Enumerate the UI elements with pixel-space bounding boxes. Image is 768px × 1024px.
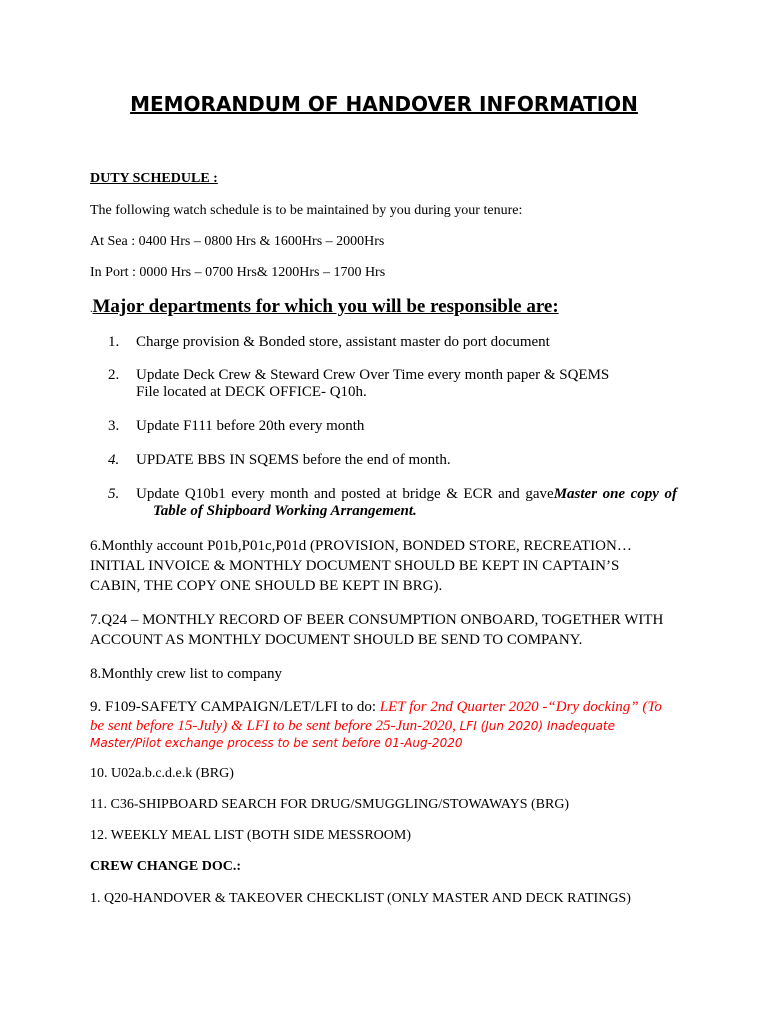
list-item-emphasis: Master one copy of bbox=[553, 486, 677, 502]
duty-schedule-heading: DUTY SCHEDULE : bbox=[90, 171, 218, 186]
duty-intro: The following watch schedule is to be maintained by you during your tenure: bbox=[90, 203, 523, 218]
departments-heading: Major departments for which you will be responsible are: bbox=[92, 296, 559, 317]
para-9-highlight-small: LFI (Jun 2020) Inadequate bbox=[459, 719, 616, 733]
departments-heading-line bbox=[90, 296, 559, 318]
list-item: Update F111 before 20th every month bbox=[136, 418, 365, 434]
para-9-line-2 bbox=[90, 717, 615, 735]
crew-change-heading: CREW CHANGE DOC.: bbox=[90, 859, 242, 874]
para-6-line-2: INITIAL INVOICE & MONTHLY DOCUMENT SHOULD BE KEPT IN CAPTAIN’S bbox=[90, 558, 620, 574]
leading-dot: . bbox=[90, 304, 93, 315]
list-item: UPDATE BBS IN SQEMS before the end of month. bbox=[136, 452, 451, 468]
list-item-continuation: File located at DECK OFFICE- Q10h. bbox=[136, 384, 367, 400]
para-7-line-2: ACCOUNT AS MONTHLY DOCUMENT SHOULD BE SEND TO COMPANY. bbox=[90, 632, 583, 648]
at-sea-schedule: At Sea : 0400 Hrs – 0800 Hrs & 1600Hrs – 2000Hrs bbox=[90, 234, 385, 249]
list-item-number: 5. bbox=[108, 486, 120, 502]
para-9-highlight: be sent before 15-July) & LFI to be sent before 25-Jun-2020, bbox=[90, 718, 460, 734]
para-8: 8.Monthly crew list to company bbox=[90, 666, 283, 682]
para-11: 11. C36-SHIPBOARD SEARCH FOR DRUG/SMUGGLING/STOWAWAYS (BRG) bbox=[90, 797, 570, 812]
list-item: Update Deck Crew & Steward Crew Over Time every month paper & SQEMS bbox=[136, 367, 610, 383]
para-6-line-3: CABIN, THE COPY ONE SHOULD BE KEPT IN BRG). bbox=[90, 578, 443, 594]
list-item-number: 2. bbox=[108, 367, 120, 383]
list-item bbox=[136, 486, 677, 503]
para-9-highlight: LET for 2nd Quarter 2020 -“Dry docking” (To bbox=[379, 699, 662, 715]
para-6-line-1: 6.Monthly account P01b,P01c,P01d (PROVISION, BONDED STORE, RECREATION… bbox=[90, 538, 632, 554]
para-9-label: 9. F109-SAFETY CAMPAIGN/LET/LFI to do: bbox=[90, 699, 380, 715]
list-item-emphasis-continuation: Table of Shipboard Working Arrangement. bbox=[153, 503, 417, 519]
para-9-line-3: Master/Pilot exchange process to be sent before 01-Aug-2020 bbox=[90, 736, 463, 750]
list-item: Charge provision & Bonded store, assistant master do port document bbox=[136, 334, 550, 350]
list-item-number: 4. bbox=[108, 452, 120, 468]
para-12: 12. WEEKLY MEAL LIST (BOTH SIDE MESSROOM) bbox=[90, 828, 411, 843]
document-title: MEMORANDUM OF HANDOVER INFORMATION bbox=[130, 92, 638, 116]
para-10: 10. U02a.b.c.d.e.k (BRG) bbox=[90, 766, 234, 781]
para-7-line-1: 7.Q24 – MONTHLY RECORD OF BEER CONSUMPTION ONBOARD, TOGETHER WITH bbox=[90, 612, 664, 628]
list-item-number: 1. bbox=[108, 334, 120, 350]
list-item-number: 3. bbox=[108, 418, 120, 434]
in-port-schedule: In Port : 0000 Hrs – 0700 Hrs& 1200Hrs – 1700 Hrs bbox=[90, 265, 386, 280]
para-9-line-1 bbox=[90, 699, 662, 716]
crew-change-item-1: 1. Q20-HANDOVER & TAKEOVER CHECKLIST (ONLY MASTER AND DECK RATINGS) bbox=[90, 891, 631, 906]
list-item-text: Update Q10b1 every month and posted at bridge & ECR and gave bbox=[136, 486, 554, 502]
